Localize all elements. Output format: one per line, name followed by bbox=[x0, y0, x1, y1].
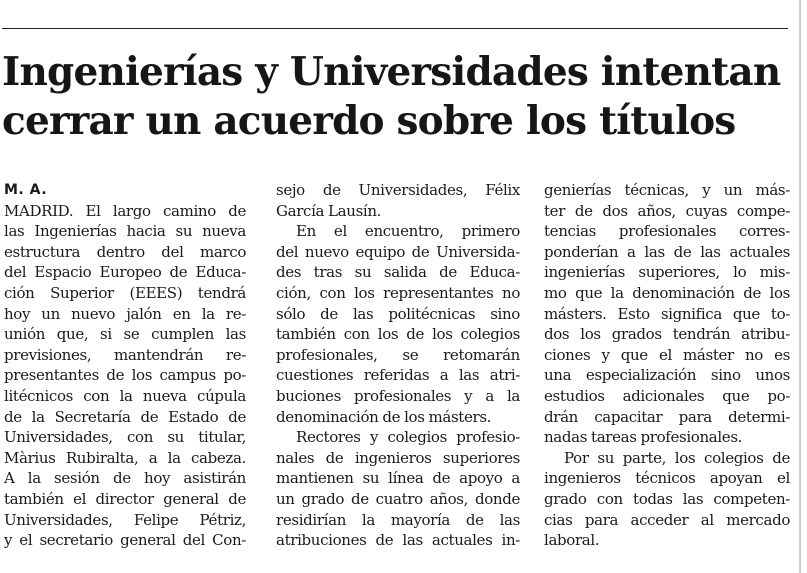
text-line: mantienen su línea de apoyo a bbox=[276, 469, 520, 488]
text-line: estructura dentro del marco bbox=[4, 242, 246, 261]
text-line: también con los de los colegios bbox=[276, 325, 520, 344]
text-line: estudios adicionales que po- bbox=[544, 386, 790, 405]
text-line: mo que la denominación de los bbox=[544, 283, 790, 302]
text-line: del Espacio Europeo de Educa- bbox=[4, 263, 246, 282]
text-line: drán capacitar para determi- bbox=[544, 407, 790, 426]
text-line: ción, con los representantes no bbox=[276, 283, 520, 302]
text-line: profesionales, se retomarán bbox=[276, 345, 520, 364]
text-line: un grado de cuatro años, donde bbox=[276, 489, 520, 508]
text-line: dos los grados tendrán atribu- bbox=[544, 325, 790, 344]
byline: M. A. bbox=[4, 182, 48, 198]
text-line: de la Secretaría de Estado de bbox=[4, 407, 246, 426]
text-line: buciones profesionales y a la bbox=[276, 386, 520, 405]
text-line: cias para acceder al mercado bbox=[544, 510, 790, 529]
text-line: las Ingenierías hacia su nueva bbox=[4, 222, 246, 241]
text-line: hoy un nuevo jalón en la re- bbox=[4, 304, 246, 323]
text-line: nadas tareas profesionales. bbox=[544, 428, 743, 447]
text-line: litécnicos con la nueva cúpula bbox=[4, 386, 246, 405]
text-line: denominación de los másters. bbox=[276, 407, 492, 426]
text-line: García Lausín. bbox=[276, 201, 382, 220]
text-line: En el encuentro, primero bbox=[296, 222, 520, 241]
text-line: sólo de las politécnicas sino bbox=[276, 304, 520, 323]
article-column-2 bbox=[276, 180, 520, 551]
top-rule bbox=[2, 28, 788, 29]
headline-line: Ingenierías y Universidades intentan bbox=[2, 49, 781, 95]
headline bbox=[2, 48, 792, 146]
text-line: Universidades, con su titular, bbox=[4, 428, 246, 447]
text-line: nales de ingenieros superiores bbox=[276, 448, 520, 467]
text-line: ter de dos años, cuyas compe- bbox=[544, 201, 790, 220]
text-line: cuestiones referidas a las atri- bbox=[276, 366, 520, 385]
page-edge bbox=[799, 0, 801, 573]
text-line: tencias profesionales corres- bbox=[544, 222, 790, 241]
text-line: del nuevo equipo de Universida- bbox=[276, 242, 520, 261]
text-line: másters. Esto significa que to- bbox=[544, 304, 790, 323]
text-line: laboral. bbox=[544, 531, 600, 550]
text-line: previsiones, mantendrán re- bbox=[4, 345, 246, 364]
text-line: ponderían a las de las actuales bbox=[544, 242, 790, 261]
text-line: genierías técnicas, y un más- bbox=[544, 181, 790, 199]
text-line: y el secretario general del Con- bbox=[4, 531, 246, 550]
text-line: Por su parte, los colegios de bbox=[564, 448, 790, 467]
text-line: ingenieros técnicos apoyan el bbox=[544, 469, 790, 488]
text-line: unión que, si se cumplen las bbox=[4, 325, 246, 344]
headline-line: cerrar un acuerdo sobre los títulos bbox=[2, 98, 736, 144]
text-line: presentantes de los campus po- bbox=[4, 366, 246, 385]
text-line: atribuciones de las actuales in- bbox=[276, 531, 520, 550]
text-line: residirían la mayoría de las bbox=[276, 510, 520, 529]
text-line: también el director general de bbox=[4, 489, 246, 508]
text-line: des tras su salida de Educa- bbox=[276, 263, 520, 282]
article-column-3 bbox=[544, 180, 790, 551]
text-line: Màrius Rubiralta, a la cabeza. bbox=[4, 448, 246, 467]
text-line: Rectores y colegios profesio- bbox=[296, 428, 520, 447]
text-line: ción Superior (EEES) tendrá bbox=[4, 283, 246, 302]
text-line: Universidades, Felipe Pétriz, bbox=[4, 510, 246, 529]
text-line: ingenierías superiores, lo mis- bbox=[544, 263, 790, 282]
text-line: MADRID. El largo camino de bbox=[4, 201, 246, 220]
article-column-1 bbox=[4, 180, 246, 551]
text-line: grado con todas las competen- bbox=[544, 489, 790, 508]
text-line: una especialización sino unos bbox=[544, 366, 790, 385]
text-line: sejo de Universidades, Félix bbox=[276, 181, 520, 199]
text-line: ciones y que el máster no es bbox=[544, 345, 790, 364]
text-line: A la sesión de hoy asistirán bbox=[4, 469, 246, 488]
